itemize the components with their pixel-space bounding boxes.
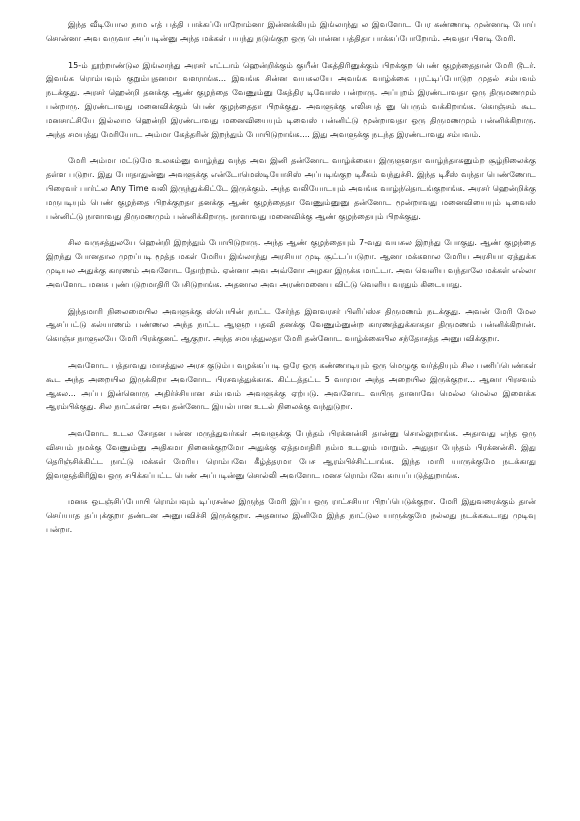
paragraph: இந்த வீடியோல நாம எத் பத்தி பாக்கப்போறோம்னா இன்னக்கியும் இங்லாந்து ல இவளோட பேர கண்ணாடி முன்னாடி போய் சொன்னா அவ வருவா அப்படின்னு அந்த மக்கள் பயந்து நடுங்குற ஒரு பொன்ன பத்திதா பாக்கப்போறோம். அவதா பிளடி மேரி.	[46, 19, 536, 43]
paragraph-gap	[46, 482, 536, 495]
paragraph-gap	[46, 223, 536, 236]
paragraph: 15-ம் நூற்றாண்டுல இங்லாந்து அரசர் எட்டாம் ஹென்றிக்கும் குயீன் கேத்திரினுக்கும் பிறக்குற பெண் குழந்தைதான் மேரி டூடர். இவங்க ரொம்பவும் குறும்புதனமா வளராங்க... இவங்க சின்ன வயசுலயே அவங்க வாழ்க்கை புரட்டிப்போடுற முதல் சம்பவம் நடக்குது. அரசர் ஹென்றி தனக்கு ஆண் குழந்தை வேணும்னு கேத்திர டிவோஸ் பன்றாரு. அப்புறம் இரண்டாவதா ஒரு திருமணமும் பன்றாரு. இரண்டாவது மனைவிக்கும் பெண் குழந்தைதா பிறக்குது. அவளுக்கு எலிசபத் னு பெரும் வக்கிறாங்க. கொஞ்சம் கூட மனசாட்சியே இல்லாம ஹென்றி இரண்டாவது மனைவியையும் டிவைஸ் பன்னிட்டு மூன்றாவதா ஒரு திருமணமும் பன்னிக்கிறாரு. அந்த சமயத்து மேரியோட அம்மா கேத்தரின் இறந்தும் போயிடுறாங்க.... இது அவளுக்கு நடந்த இரண்டாவது சம்பவம்.	[46, 59, 536, 139]
paragraph-gap	[46, 141, 536, 154]
paragraph: மனசு ஒடஞ்சிப்போயி ரொம்பவும் டிப்ரசன்ல இருந்த மேரி இப்ப ஒரு ராட்சசியா பிறப்பெடுக்குறா. மேரி இதுவரைக்கும் தான் செய்யாத தப்புக்குறா தண்டன அனுபவிச்சி இருக்குறா. அதனால இனிமே இந்த நாட்டுல யாருக்குமே நல்லது நடக்ககூடாது முடிவு பன்றா.	[46, 496, 536, 534]
paragraph-gap	[46, 46, 536, 59]
paragraph: அவளோட பத்தாவது மாசத்துல அரச குடும்ப வழக்கப்படி ஒரே ஒரு கண்ணாடியும் ஒரு மெழுகு வர்த்தியும் சில பணிப்பெண்கள் கூட அந்த அறையில இருக்கிறா அவளோட பிரசவத்துக்காக. கிட்டத்தட்ட 5 வாரமா அந்த அறையில இருக்குறா... ஆனா பிரசவம் ஆகல... அப்ப இன்னொரு அதிர்ச்சியான சம்பவம் அவளுக்கு ஏற்படு. அவளோட வயிரு தானாவே மெல்ல மெல்ல இளைக்க ஆரம்பிக்குது. சில நாட்கள்ள அவ தன்னோட இயல்பான உடல் நிலைக்கு வந்துடுறா.	[46, 359, 536, 412]
paragraph: அவளோட உடல சோதன பன்ன மருத்துவர்கள் அவளுக்கு பேந்தம் பிரக்னன்சி தான்னு சொல்லுறாங்க. அதாவது எந்த ஒரு விசயம் நமக்கு வேணும்னு அதிகமா நினைக்குறமோ அதுக்கு ஏத்தமாதிரி நம்ம உடலும் மாறும். அதுதா பேந்தம் பிரக்னன்சி. இது தெரிஞ்சிக்கிட்ட நாட்டு மக்கள் மேரிய ரொம்பவே கீழ்த்தரமா பேச ஆரம்பிச்சிட்டாங்க. இந்த மாரி யாருக்குமே நடக்காது இவளுத்கிரிஇவ ஒரு சபிக்கப்பட்ட பெண் அப்படின்னு சொல்லி அவளோட மனச ரொம்பவே காயப்படுத்துறாங்க.	[46, 428, 536, 480]
paragraph-gap	[46, 292, 536, 305]
paragraph-gap	[46, 346, 536, 359]
paragraph: சில வருசத்துலயே ஹென்றி இறந்தும் போயிடுறாரு. அந்த ஆண் குழந்தையும் 7-வது வயசுல இறந்து போகுது. ஆண் குழந்தை இறந்து போனதால முறப்படி மூத்த மகள் மேரிய இங்லாந்து அரசியா முடி சூட்டப்படுறா. ஆனா மக்களால மேரிய அரசியா ஏத்துக்க முடியல அதுக்கு காரணம் அவளோட தோற்றம். ஏன்னா அவ அவ்ளோ அழகா இருக்க மாட்டா. அவ வெளிய வந்தாலே மக்கள் எல்லா அவளோட மனசு புண்படுறமாதிரி பேசிடுறாங்க. அதனால அவ அரண்மனைய விட்டு வெளிய வரதும் கிடையாது.	[46, 237, 537, 289]
paragraph-gap	[46, 414, 536, 427]
paragraph: இந்தமாரி நிலைமையில அவளுக்கு ஸ்பெயின் நாட்ட சேர்ந்த இளவரசர் பிளிப்ஸ்ச திருமணம் நடக்குது. அவன் மேரி மேல ஆசப்பட்டு கல்யாணம் பண்ணல அந்த நாட்ட ஆளுற பதவி தனக்கு வேணும்னுன்ற காரணத்துக்காகதா திருமணம் பன்னிக்கிறான். கொஞ்ச நாளுலயே மேரி பிரக்குனட் ஆகுறா. அந்த சமயத்துலதா மேரி தன்னோட வாழ்க்கையில சந்தோசத்த அனுபவிக்குறா.	[46, 305, 536, 344]
paragraph: மேரி அம்மா மட்டுமே உலகம்னு வாழ்ந்து வந்த அவ இனி தன்னோட வாழ்க்கைய இருளுளதா வாழ்ந்தாகனும்ற சூழ்நிலைக்கு தள்ள படுறா. இது போதாதுன்னு அவளுக்கு என்டோமெஸ்டியோசிஸ் அப்படிங்குற டிசீசும் வந்துச்சி. இந்த டிசீஸ் வந்தா பெண்ணோட பிரைவர் பார்ட்ல Any Time வலி இருந்துக்கிட்டே இருக்கும். அந்த வலியோடயும் அவங்க வாழ்ந்தொடங்குறாங்க. அரசர் ஹென்றிக்கு மருபடியும் பெண் குழந்தை பிறக்குறதா தனக்கு ஆண் குழந்தைதா வேணும்னுனு தன்னோட மூன்றாவது மனைவியையும் டிவைஸ் பன்னிட்டு நாளாவது திருமணமும் பன்னிக்கிறாரு. நாளாவது மனைவிக்கு ஆண் குழந்தையும் பிறக்குது.	[46, 155, 536, 221]
